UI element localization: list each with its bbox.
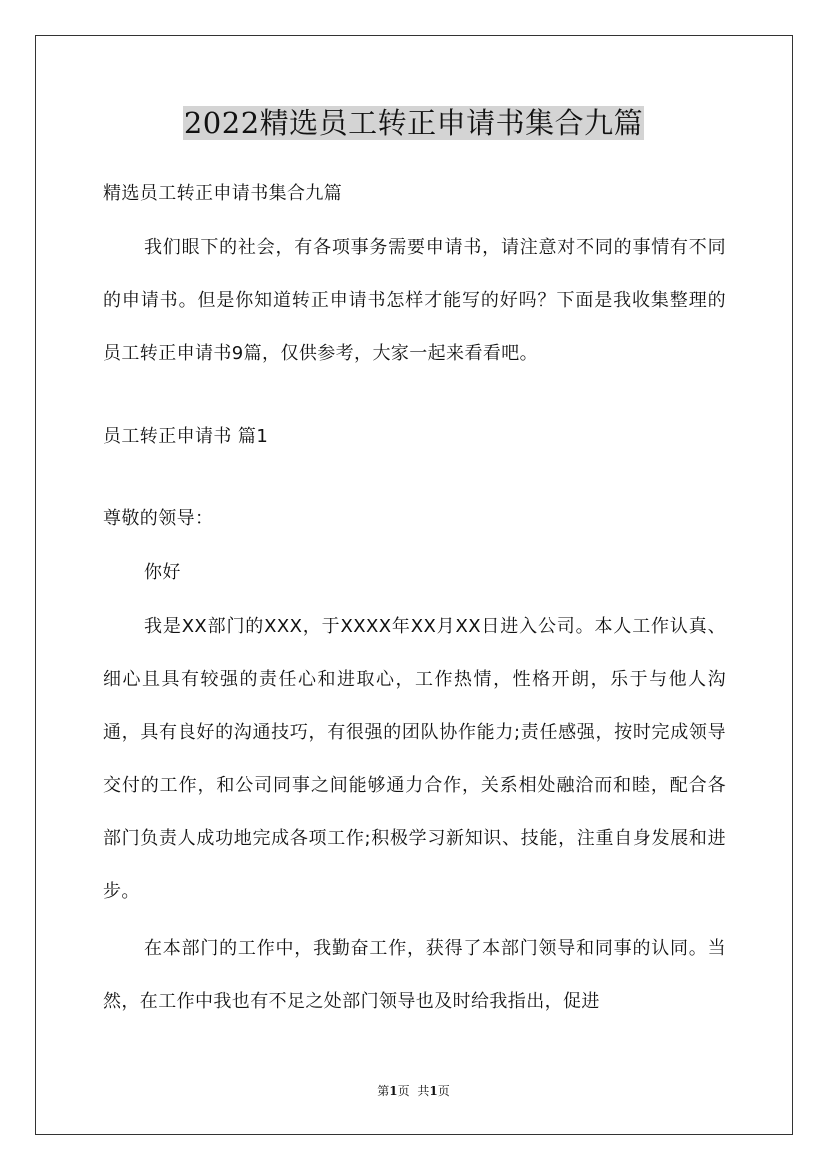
page-number: 1 <box>389 1084 398 1098</box>
salutation: 尊敬的领导： <box>103 508 214 529</box>
intro-paragraph: 我们眼下的社会，有各项事务需要申请书，请注意对不同的事情有不同的申请书。但是你知道转正申请书怎样才能写的好吗？下面是我收集整理的员工转正申请书9篇，仅供参考，大家一起来看看吧。 <box>103 237 726 364</box>
greeting: 你好 <box>144 562 181 583</box>
document-title-text: 2022精选员工转正申请书集合九篇 <box>183 106 644 140</box>
total-pages: 1 <box>429 1084 438 1098</box>
total-label-prefix: 共 <box>417 1084 430 1098</box>
total-label-suffix: 页 <box>437 1084 450 1098</box>
page-footer <box>0 1083 827 1099</box>
section-heading: 员工转正申请书 篇1 <box>103 426 269 447</box>
body-paragraph-2: 在本部门的工作中，我勤奋工作，获得了本部门领导和同事的认同。当然，在工作中我也有不足之处部门领导也及时给我指出，促进 <box>103 938 726 1012</box>
document-title <box>0 103 827 143</box>
page-label-suffix: 页 <box>397 1084 410 1098</box>
document-subtitle: 精选员工转正申请书集合九篇 <box>103 183 343 204</box>
page-label-prefix: 第 <box>377 1084 390 1098</box>
body-paragraph-1: 我是XX部门的XXX，于XXXX年XX月XX日进入公司。本人工作认真、细心且具有较强的责任心和进取心，工作热情，性格开朗，乐于与他人沟通，具有良好的沟通技巧，有很强的团队协作能力;责任感强，按时完成领导交付的工作，和公司同事之间能够通力合作，关系相处融洽而和睦，配合各部门负责人成功地完成各项工作;积极学习新知识、技能，注重自身发展和进步。 <box>103 616 726 902</box>
